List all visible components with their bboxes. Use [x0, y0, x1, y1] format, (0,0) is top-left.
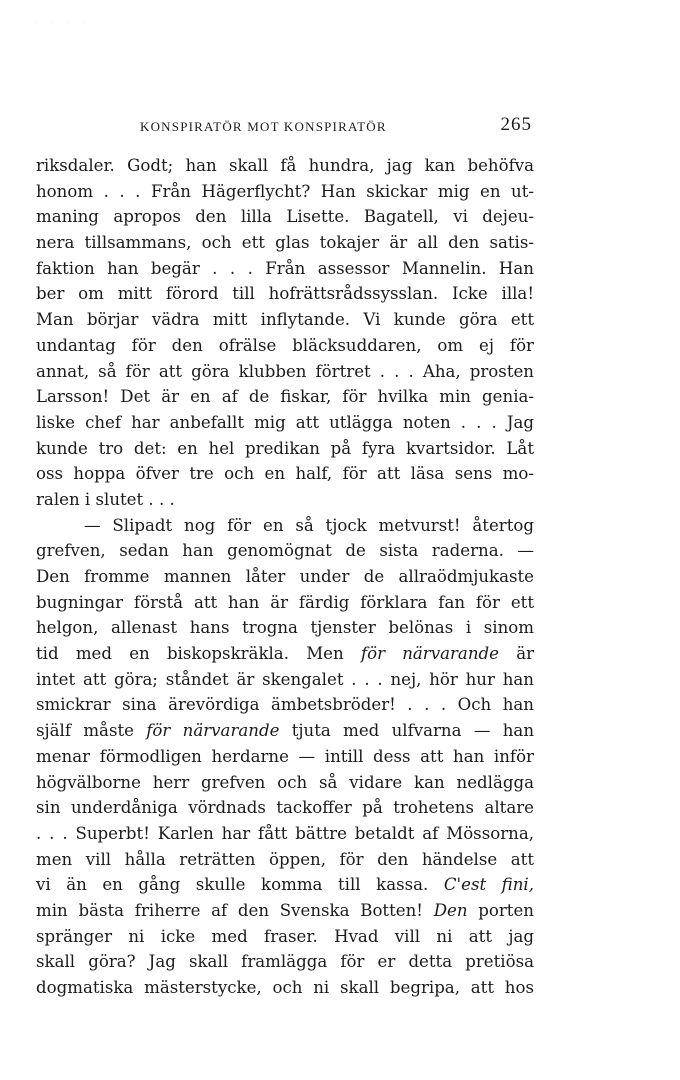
text-line: maning apropos den lilla Lisette. Bagatell, vi dejeu- — [36, 207, 534, 227]
text-line: Den fromme mannen låter under de allraödmjukaste — [36, 567, 534, 586]
text-line: . . . Superbt! Karlen har fått bättre betaldt af Mössorna, — [36, 823, 534, 843]
text-line: Man börjar vädra mitt inflytande. Vi kunde göra ett — [36, 310, 534, 330]
text-line: riksdaler. Godt; han skall få hundra, jag kan behöfva — [36, 156, 534, 175]
text-line: ralen i slutet . . . — [36, 489, 175, 509]
text-line: — Slipadt nog för en så tjock metvurst! återtog — [84, 515, 534, 535]
text-line: honom . . . Från Hägerflycht? Han skickar mig en ut- — [36, 181, 534, 201]
scan-specks: · · · · — [36, 20, 92, 27]
text-line — [36, 872, 534, 898]
text-line: intet att göra; ståndet är skengalet . . . nej, hör hur han — [36, 669, 534, 689]
italic-phrase: Den — [433, 900, 468, 920]
text-line: smickrar sina ärevördiga ämbetsbröder! . . . Och han — [36, 695, 534, 715]
body-text — [36, 153, 534, 1001]
text-line: faktion han begär . . . Från assessor Mannelin. Han — [36, 258, 534, 278]
text-line: högvälborne herr grefven och så vidare kan nedlägga — [36, 772, 534, 792]
text-line: menar förmodligen herdarne — intill dess att han inför — [36, 746, 534, 766]
text-line: bugningar förstå att han är färdig förklara fan för ett — [36, 592, 534, 612]
text-segment: är — [516, 644, 535, 664]
text-line: grefven, sedan han genomögnat de sista raderna. — — [36, 541, 534, 561]
text-segment: vi än en gång skulle komma till kassa. — [36, 875, 429, 895]
text-line — [36, 641, 534, 667]
text-line: men vill hålla reträtten öppen, för den händelse att — [36, 849, 534, 869]
text-line: Larsson! Det är en af de fiskar, för hvilka min genia- — [36, 387, 534, 407]
running-title: KONSPIRATÖR MOT KONSPIRATÖR — [140, 119, 387, 134]
italic-phrase: för närvarande — [360, 644, 499, 664]
text-segment: porten — [478, 900, 534, 920]
text-line: skall göra? Jag skall framlägga för er detta pretiösa — [36, 952, 534, 972]
italic-phrase: C'est fini, — [443, 875, 535, 895]
text-line — [36, 898, 534, 924]
text-line: liske chef har anbefallt mig att utlägga noten . . . Jag — [36, 412, 534, 432]
text-line: kunde tro det: en hel predikan på fyra kvartsidor. Låt — [36, 438, 534, 458]
text-segment: själf måste — [36, 721, 134, 741]
text-line: helgon, allenast hans trogna tjenster belönas i sinom — [36, 618, 534, 638]
text-line: sin underdåniga vördnads tackoffer på trohetens altare — [36, 798, 534, 818]
text-segment: min bästa friherre af den Svenska Botten! — [36, 900, 423, 920]
text-line: dogmatiska mästerstycke, och ni skall begripa, att hos — [36, 978, 534, 997]
text-segment: tjuta med ulfvarna — han — [291, 721, 535, 741]
text-line: oss hoppa öfver tre och en half, för att läsa sens mo- — [36, 464, 534, 484]
text-line: ber om mitt förord till hofrättsrådssysslan. Icke illa! — [36, 284, 534, 304]
page-number: 265 — [500, 114, 532, 135]
italic-phrase: för närvarande — [146, 721, 280, 741]
text-line — [36, 718, 534, 744]
text-line: undantag för den ofrälse bläcksuddaren, om ej för — [36, 335, 534, 355]
text-line: annat, så för att göra klubben förtret . . . Aha, prosten — [36, 361, 534, 381]
text-segment: tid med en biskopskräkla. Men — [36, 644, 344, 664]
text-line: spränger ni icke med fraser. Hvad vill ni att jag — [36, 926, 534, 946]
page-header — [36, 114, 536, 142]
text-line: nera tillsammans, och ett glas tokajer är all den satis- — [36, 233, 534, 253]
